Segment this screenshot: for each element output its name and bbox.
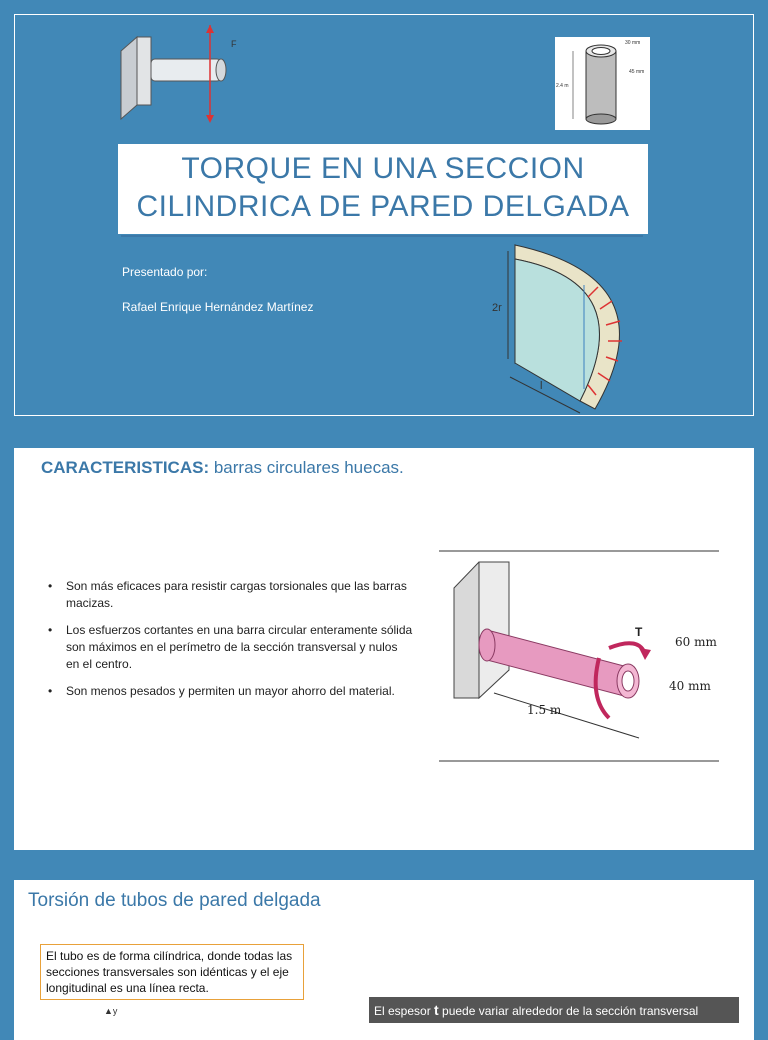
characteristics-title-rest: barras circulares huecas. [209,458,404,477]
characteristics-list [44,578,414,710]
thickness-note [369,997,739,1023]
list-item: • Los esfuerzos cortantes en una barra circular enteramente sólida son máximos en el perímetro de la sección transversal y nulos en el centro. [44,622,414,673]
tube-d2-label: 45 mm [629,69,645,75]
note-box: El tubo es de forma cilíndrica, donde todas las secciones transversales son idénticas y el eje longitudinal es una línea recta. [40,944,304,1000]
force-label: F [231,39,237,49]
slide-title [14,14,754,416]
cantilever-beam-figure [117,25,257,125]
thickness-note-suffix: puede variar alrededor de la sección transversal [438,1004,699,1018]
slide-thin-wall-torsion [14,880,754,1040]
characteristics-title [41,458,404,478]
title-line-2: CILINDRICA DE PARED DELGADA [136,190,630,223]
axis-y-text: y [112,1006,118,1016]
list-item: • Son menos pesados y permiten un mayor ahorro del material. [44,683,414,700]
torque-label: T [635,625,643,639]
diameter-label: 2r [492,302,502,314]
list-item: • Son más eficaces para resistir cargas torsionales que las barras macizas. [44,578,414,612]
outer-dim-label: 60 mm [675,635,717,649]
axis-y-label: ▲y [104,1006,118,1016]
tube-figure [555,37,650,130]
thin-wall-title: Torsión de tubos de pared delgada [28,890,321,911]
bar-length-label: 1.5 m [527,703,562,717]
title-line-1: TORQUE EN UNA SECCION [181,152,585,185]
tube-length-label: 2.4 m [556,83,569,89]
thickness-note-prefix: El espesor [374,1004,435,1018]
length-label: l [540,380,543,392]
title-box [118,144,648,234]
hollow-bar-figure [439,548,724,764]
presenter-label: Presentado por: [122,265,208,279]
characteristics-title-bold: CARACTERISTICAS: [41,458,210,477]
half-tube-figure [480,239,660,417]
thickness-symbol: t [434,1002,439,1018]
inner-dim-label: 40 mm [669,679,711,693]
title-underline [121,235,643,237]
slide-characteristics [14,448,754,850]
presenter-name: Rafael Enrique Hernández Martínez [122,300,314,314]
tube-d1-label: 30 mm [625,40,641,46]
